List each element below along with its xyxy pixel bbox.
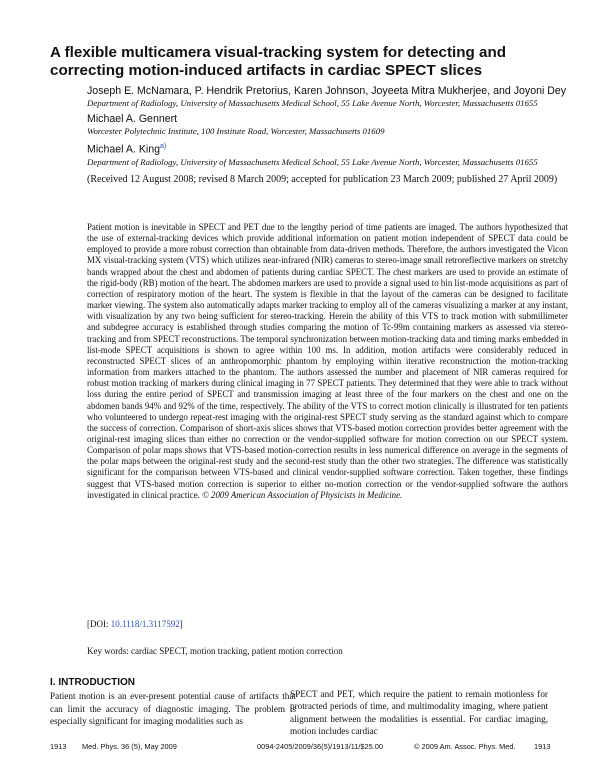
- author-name: Michael A. King: [87, 143, 161, 156]
- author-group-2: [87, 113, 567, 138]
- author-affiliation: Department of Radiology, University of Massachusetts Medical School, 55 Lake Avenue North, Worcester, Massachusetts 01655: [87, 98, 538, 108]
- footnote-marker-link[interactable]: a): [160, 143, 167, 150]
- author-affiliation: Worcester Polytechnic Institute, 100 Institute Road, Worcester, Massachusetts 01609: [87, 125, 385, 136]
- author-names: Joseph E. McNamara, P. Hendrik Pretorius, Karen Johnson, Joyeeta Mitra Mukherjee, and Joyoni Dey: [87, 85, 567, 97]
- abstract-text: Patient motion is inevitable in SPECT and PET due to the lengthy period of time patients are imaged. The authors hypothesized that the use of external-tracking devices which provide additional information on patient motion independent of SPECT data could be employed to provide a more robust correction than obtainable from data-driven methods. Therefore, the authors investigated the Vicon MX visual-tracking system (VTS) which utilizes near-infrared (NIR) cameras to stereo-image small retroreflective markers on stretchy bands wrapped about the chest and abdomen of patients during cardiac SPECT. The chest markers are used to provide an estimate of the rigid-body (RB) motion of the heart. The abdomen markers are used to provide a signal used to bin list-mode acquisitions as part of correction of respiratory motion of the heart. The system is flexible in that the layout of the cameras can be designed to facilitate marker viewing. The system also automatically adapts marker tracking to employ all of the cameras visualizing a marker at any instant, with visualization by any two being sufficient for stereo-tracking. Herein the ability of this VTS to track motion with submillimeter and subdegree accuracy is established through studies comparing the motion of Tc-99m containing markers as assessed via stereo-tracking and from SPECT reconstructions. The temporal synchronization between motion-tracking data and timing marks embedded in list-mode SPECT acquisitions is shown to agree within 100 ms. In addition, motion artifacts were considerably reduced in reconstructed SPECT slices of an anthropomorphic phantom by employing within iterative reconstruction the motion-tracking information from markers attached to the phantom. The authors assessed the number and placement of NIR cameras required for robust motion tracking of markers during clinical imaging in 77 SPECT patients. They determined that they were able to track without loss during the entire period of SPECT and transmission imaging at least three of the four markers on the chest and one on the abdomen bands 94% and 92% of the time, respectively. The ability of the VTS to correct motion clinically is illustrated for ten patients who volunteered to undergo repeat-rest imaging with the original-rest SPECT study serving as the standard against which to compare the success of correction. Comparison of short-axis slices shows that VTS-based motion correction provides better agreement with the original-rest imaging slices than either no correction or the vendor-supplied software for motion correction on our SPECT system. Comparison of polar maps shows that VTS-based motion-correction results in less numerical difference on average in the segments of the polar maps between the original-rest study and the second-rest study than the other two strategies. The difference was statistically significant for the comparison between VTS-based and clinical vendor-supplied software correction. Taken together, these findings suggest that VTS-based motion correction is superior to either no-motion correction or the vendor-supplied software the authors investigated in clinical practice.: [87, 222, 568, 500]
- left-column: [50, 677, 296, 727]
- author-affiliation: Department of Radiology, University of Massachusetts Medical School, 55 Lake Avenue North, Worcester, Massachusetts 01655: [87, 156, 538, 167]
- section-heading: I. INTRODUCTION: [50, 677, 135, 688]
- intro-text-right: SPECT and PET, which require the patient to remain motionless for protracted periods of time, and multimodality imaging, where patient alignment between the modalities is essential. For cardiac imaging, motion includes cardiac: [290, 689, 548, 736]
- footer-journal: Med. Phys. 36 (5), May 2009: [82, 742, 177, 751]
- intro-text-left: Patient motion is an ever-present potential cause of artifacts that can limit the accuracy of diagnostic imaging. The problem is especially significant for imaging modalities such as: [50, 691, 296, 726]
- publication-dates: (Received 12 August 2008; revised 8 March 2009; accepted for publication 23 March 2009; published 27 April 2009): [87, 174, 558, 186]
- author-group-3: [87, 140, 567, 168]
- author-names: Michael A. Gennert: [87, 112, 178, 125]
- author-group-1: [87, 85, 567, 110]
- doi-link[interactable]: 10.1118/1.3117592: [110, 619, 180, 629]
- author-names: [87, 140, 567, 157]
- abstract: [87, 222, 568, 501]
- author-block: [87, 85, 567, 187]
- page-footer: [50, 742, 554, 754]
- doi-suffix: ]: [179, 619, 183, 629]
- doi-line: [87, 619, 183, 629]
- right-column: [290, 688, 548, 737]
- footer-code: 0094-2405/2009/36(5)/1913/11/$25.00: [257, 742, 384, 751]
- article-title: A flexible multicamera visual-tracking system for detecting and correcting motion-induced artifacts in cardiac SPECT slices: [50, 44, 507, 79]
- copyright-statement: © 2009 American Association of Physicists in Medicine.: [202, 489, 403, 500]
- keywords: Key words: cardiac SPECT, motion tracking, patient motion correction: [87, 646, 343, 656]
- footer-copyright: © 2009 Am. Assoc. Phys. Med.: [414, 742, 516, 751]
- footer-page-number-right: 1913: [534, 742, 551, 751]
- footer-page-number-left: 1913: [50, 742, 67, 751]
- doi-prefix: [DOI:: [87, 619, 111, 629]
